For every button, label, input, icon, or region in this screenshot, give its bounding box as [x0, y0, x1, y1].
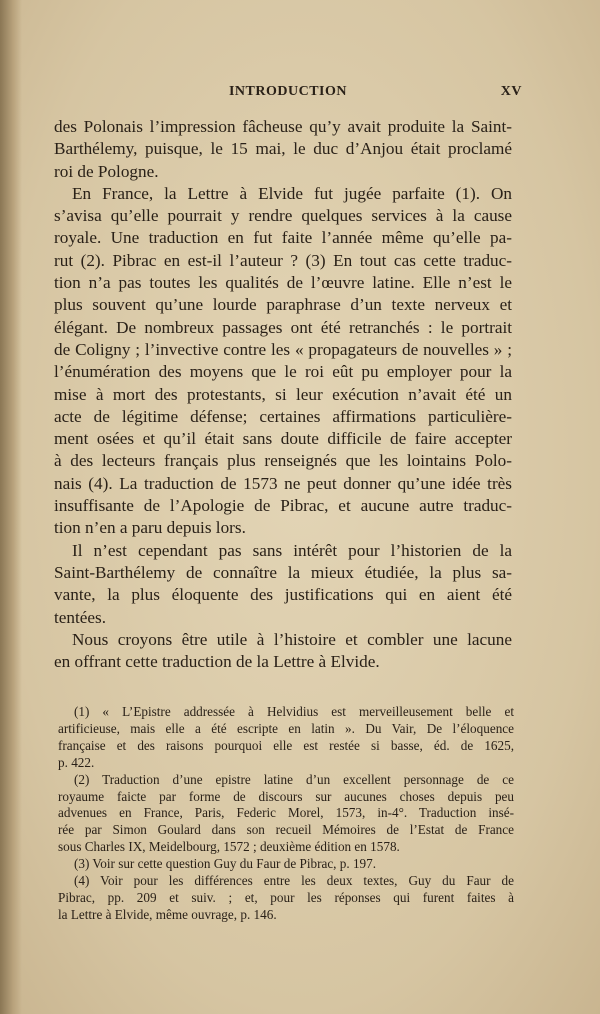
footnotes — [58, 704, 514, 924]
body-text-line: En France, la Lettre à Elvide fut jugée parfaite (1). On — [72, 183, 512, 203]
body-text-line: acte de légitime défense; certaines affirmations particulière- — [54, 406, 512, 426]
body-text-line: élégant. De nombreux passages ont été retranchés : le portrait — [54, 317, 512, 337]
body-text-line: nais (4). La traduction de 1573 ne peut donner qu’une idée très — [54, 473, 512, 493]
body-text-line: plus souvent qu’une lourde paraphrase d’un texte nerveux et — [54, 295, 512, 315]
page-gutter-shadow — [0, 0, 22, 1014]
footnote-line: (1) « L’Epistre addressée à Helvidius est merveilleusement belle et — [74, 704, 514, 719]
footnote-line: (2) Traduction d’une epistre latine d’un excellent personnage de ce — [74, 771, 514, 787]
footnote-line: p. 422. — [58, 754, 95, 770]
footnote-line: royaume faicte par forme de discours sur aucunes choses depuis peu — [58, 788, 514, 804]
footnote-line: française et des raisons pourquoi elle est restée si basse, éd. de 1625, — [58, 737, 514, 753]
body-text-line: de Coligny ; l’invective contre les « propagateurs de nouvelles » ; — [54, 339, 512, 359]
body-text-line: tion n’en a paru depuis lors. — [54, 518, 246, 538]
body-text-line: s’avisa qu’elle pourrait y rendre quelques services à la cause — [54, 206, 512, 226]
body-text-line: Barthélemy, puisque, le 15 mai, le duc d’Anjou était proclamé — [54, 139, 512, 159]
running-title: INTRODUCTION — [228, 84, 347, 99]
body-text-line: roi de Pologne. — [54, 161, 159, 181]
footnote-line: sous Charles IX, Meidelbourg, 1572 ; deuxième édition en 1578. — [58, 839, 400, 855]
body-text-line: royale. Une traduction en fut faite l’année même qu’elle pa- — [54, 228, 512, 248]
footnote-line: la Lettre à Elvide, même ouvrage, p. 146. — [58, 906, 277, 922]
body-text-line: mise à mort des protestants, si leur exécution n’avait été un — [54, 384, 512, 404]
body-text-line: tentées. — [54, 607, 107, 627]
body-text-line: Nous croyons être utile à l’histoire et combler une lacune — [72, 629, 512, 649]
body-text-line: rut (2). Pibrac en est-il l’auteur ? (3) En tout cas cette traduc- — [54, 250, 512, 270]
main-text — [54, 116, 512, 673]
body-text-line: insuffisante de l’Apologie de Pibrac, et aucune autre traduc- — [54, 496, 512, 516]
footnote-line: rée par Simon Goulard dans son recueil Mémoires de l’Estat de France — [58, 822, 514, 838]
body-text-line: à des lecteurs français plus renseignés que les lointains Polo- — [54, 451, 512, 471]
running-header — [54, 84, 522, 106]
body-text-line: tion n’a pas toutes les qualités de l’œuvre latine. Elle n’est le — [54, 273, 512, 293]
body-text-line: vante, la plus éloquente des justifications qui en aient été — [54, 585, 512, 605]
footnote-line: artificieuse, mais elle a été escripte en latin ». Du Vair, De l’éloquence — [58, 720, 514, 736]
body-text-line: Il n’est cependant pas sans intérêt pour l’historien de la — [72, 540, 512, 560]
body-text-line: Saint-Barthélemy de connaître la mieux étudiée, la plus sa- — [54, 562, 512, 582]
body-text-line: l’énumération des moyens que le roi eût pu employer pour la — [54, 362, 512, 382]
body-text-line: en offrant cette traduction de la Lettre à Elvide. — [54, 652, 380, 672]
footnote-line: (4) Voir pour les différences entre les deux textes, Guy du Faur de — [74, 873, 514, 889]
body-text-line: des Polonais l’impression fâcheuse qu’y avait produite la Saint- — [54, 117, 512, 136]
footnote-line: Pibrac, pp. 209 et suiv. ; et, pour les réponses qui furent faites à — [58, 889, 514, 905]
footnote-line: advenues en France, Paris, Federic Morel, 1573, in-4°. Traduction insé- — [58, 805, 514, 821]
body-text-line: ment osées et qu’il était sans doute difficile de faire accepter — [54, 429, 512, 449]
footnote-line: (3) Voir sur cette question Guy du Faur de Pibrac, p. 197. — [74, 856, 377, 872]
page-number: XV — [500, 84, 522, 99]
